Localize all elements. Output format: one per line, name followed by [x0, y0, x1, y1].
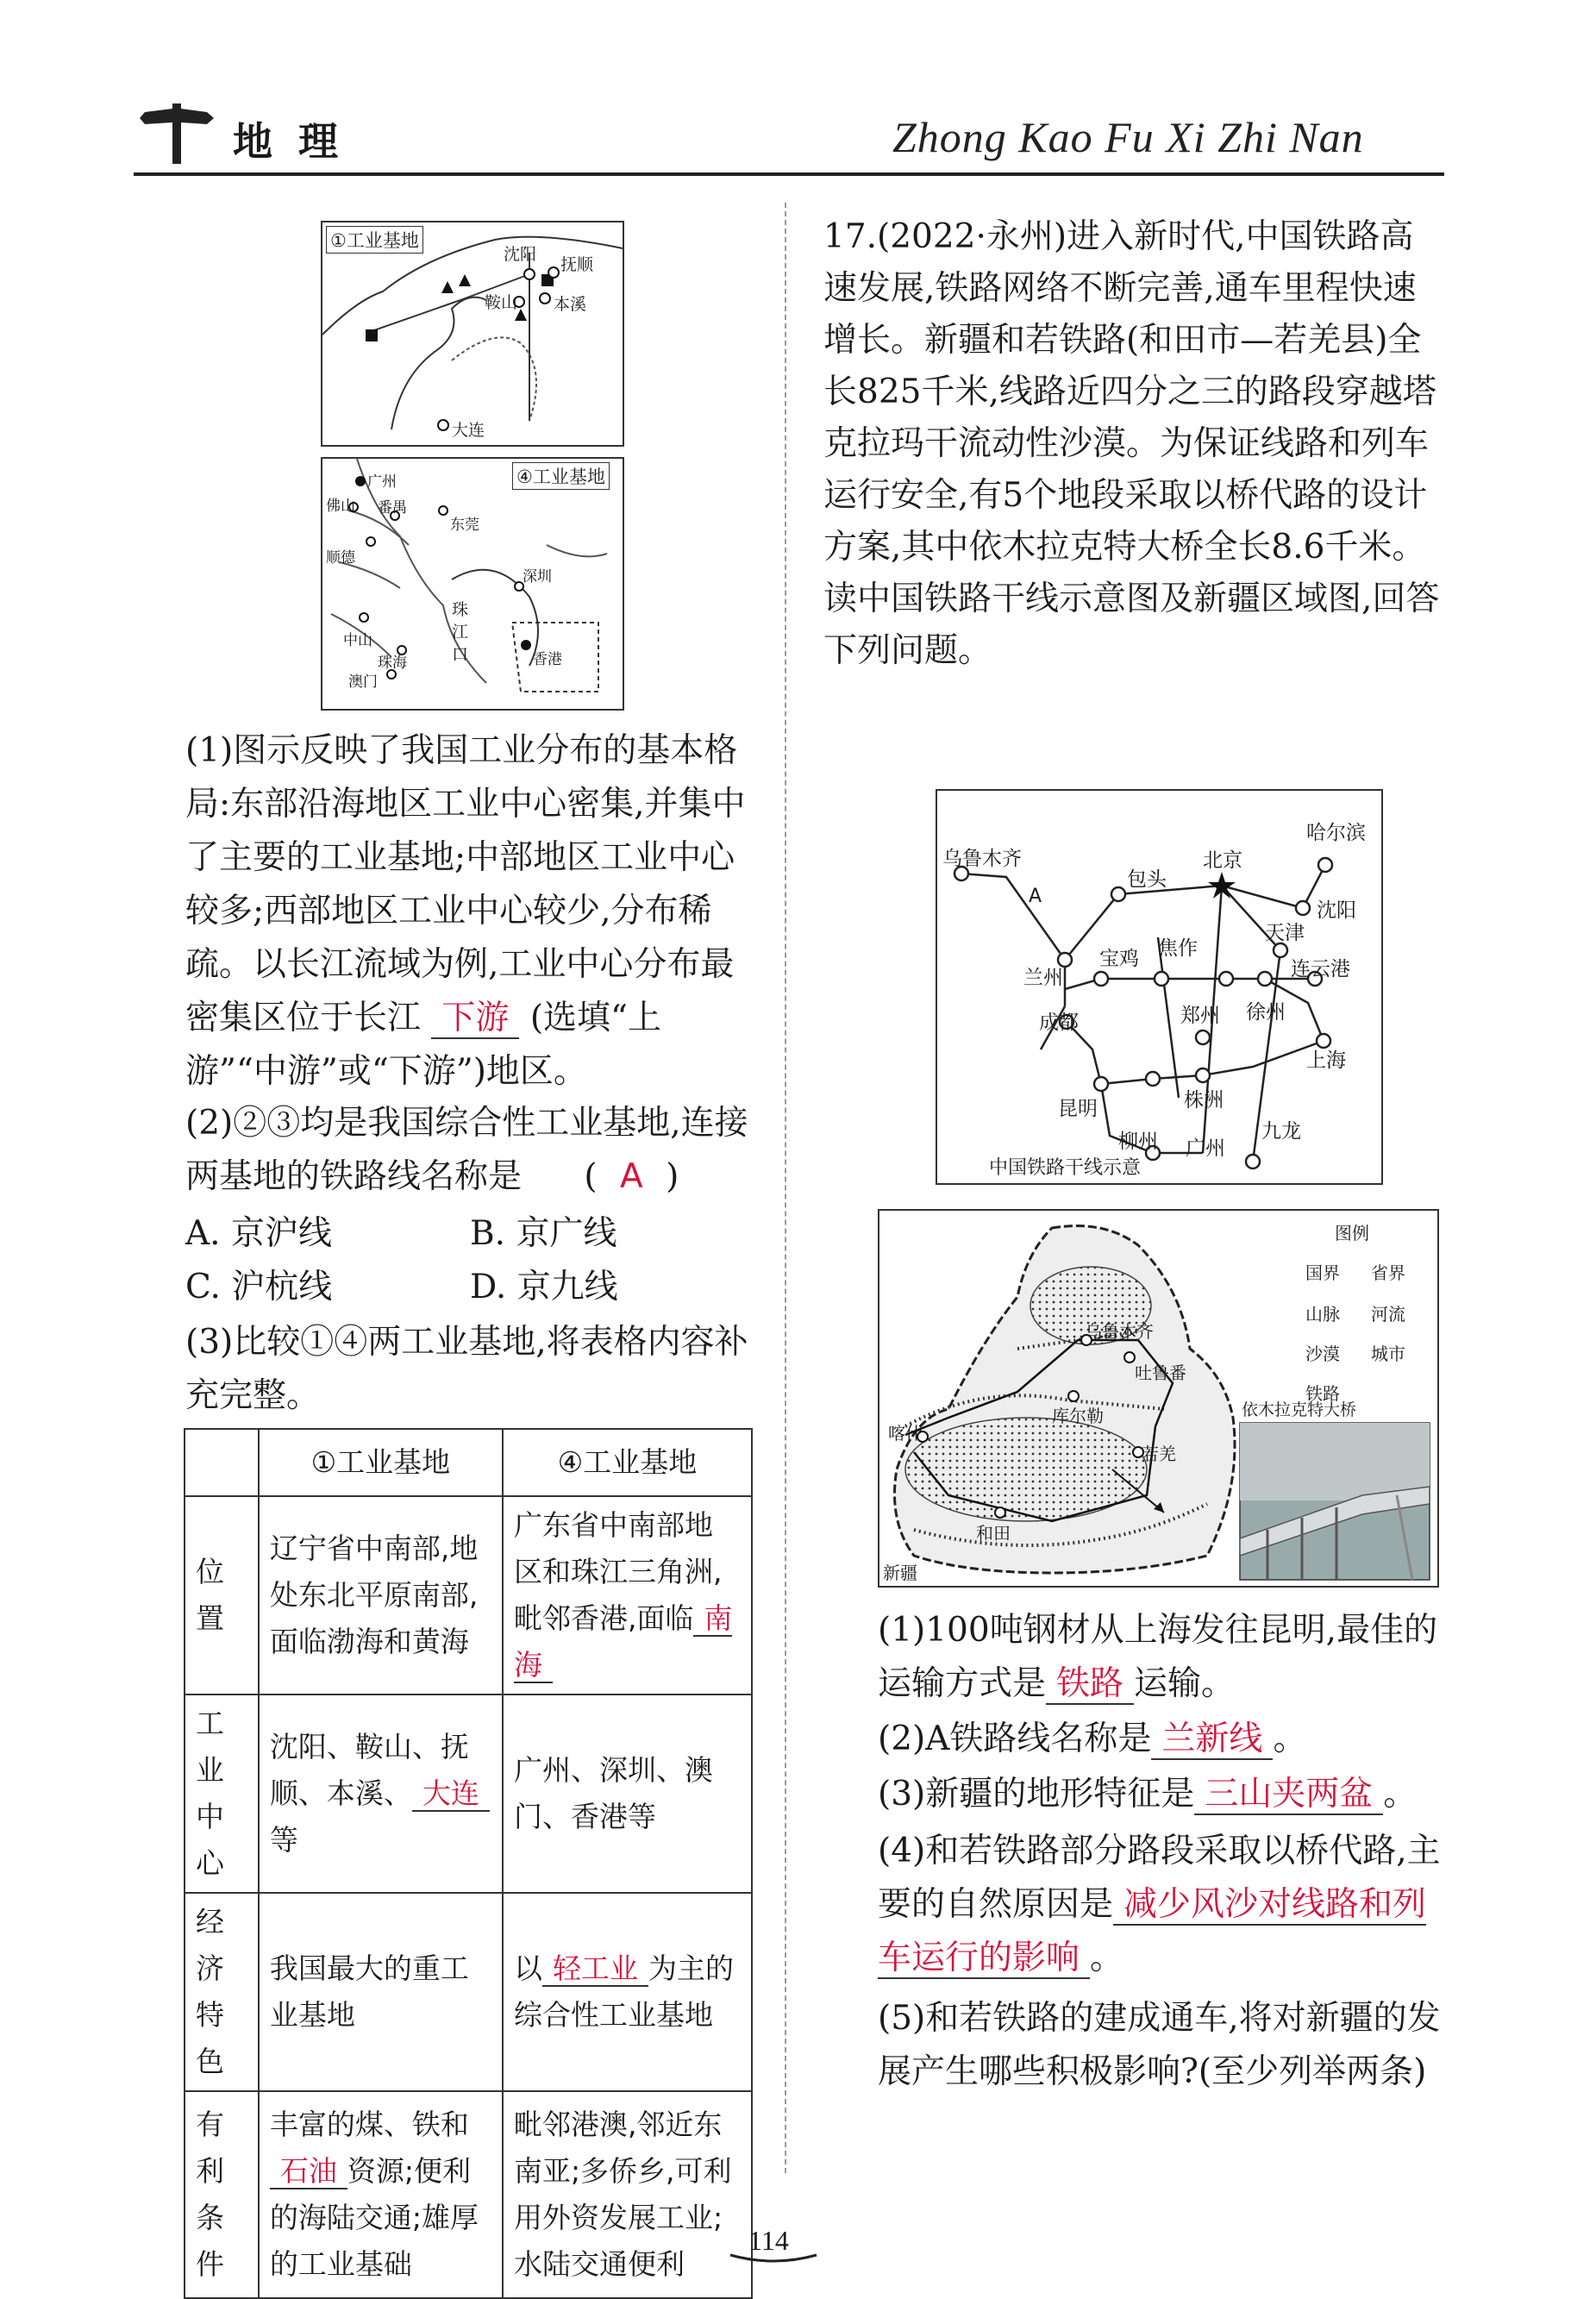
map4-city-zhuhai: 珠海 — [378, 655, 407, 672]
legend-provincial-border: 省界 — [1371, 1262, 1405, 1283]
q1-text-b: (选填“上游”“中游”或“下游”)地区。 — [185, 999, 661, 1091]
q2-paren-close: ) — [666, 1157, 679, 1196]
centers-base4: 广州、深圳、澳门、香港等 — [503, 1694, 752, 1893]
rail-city-baoji: 宝鸡 — [1099, 948, 1139, 970]
map1-city-benxi: 本溪 — [554, 295, 587, 314]
rail-city-kowloon: 九龙 — [1261, 1120, 1301, 1143]
location-base4-text: 广东省中南部地区和珠江三角洲,毗邻香港,面临 — [513, 1508, 723, 1635]
location-base4 — [503, 1496, 752, 1694]
place-xinjiang: 新疆 — [883, 1563, 917, 1583]
map1-city-fushun: 抚顺 — [560, 255, 594, 274]
map4-city-dongguan: 东莞 — [450, 517, 479, 534]
map4-city-foshan: 佛山 — [326, 498, 355, 515]
centers-base1-answer: 大连 — [412, 1776, 490, 1812]
subject-title: 地理 — [233, 118, 364, 165]
q2-paren-open: ( — [584, 1157, 598, 1196]
rail-city-liuzhou: 柳州 — [1118, 1131, 1158, 1153]
row-label-centers: 工业中心 — [185, 1694, 259, 1893]
rail-city-zhuzhou: 株洲 — [1184, 1089, 1224, 1112]
rail-city-baotou: 包头 — [1127, 868, 1167, 891]
economy-base4-text: 以 — [513, 1951, 542, 1985]
series-title: Zhong Kao Fu Xi Zhi Nan — [892, 113, 1364, 161]
map4-city-shunde: 顺德 — [326, 549, 355, 567]
map4-city-shenzhen: 深圳 — [523, 568, 552, 586]
sub-q4-answer: 减少风沙对线路和列车运行的影响 — [878, 1885, 1427, 1977]
question-1 — [185, 724, 754, 1099]
map4-water-2: 江 — [452, 623, 469, 642]
q2-answer: A — [620, 1157, 643, 1196]
map-industrial-base-1 — [321, 221, 624, 447]
rail-city-harbin: 哈尔滨 — [1306, 822, 1366, 844]
place-ruoqiang: 若羌 — [1142, 1444, 1176, 1464]
china-rail-map — [936, 789, 1383, 1185]
conditions-base4: 毗邻港澳,邻近东南亚;多侨乡,可利用外资发展工业;水陆交通便利 — [503, 2091, 752, 2298]
q1-answer: 下游 — [431, 999, 519, 1039]
table-header-base4: ④工业基地 — [503, 1429, 752, 1496]
map1-label: ①工业基地 — [326, 226, 423, 254]
map4-city-zhongshan: 中山 — [343, 632, 372, 649]
map1-city-shenyang: 沈阳 — [504, 245, 537, 264]
legend-railway: 铁路 — [1305, 1383, 1340, 1404]
sub-question-1 — [878, 1604, 1447, 1711]
economy-base4 — [503, 1893, 752, 2091]
conditions-base1-answer: 石油 — [270, 2154, 347, 2189]
map4-label: ④工业基地 — [512, 462, 610, 490]
sub-q2-answer: 兰新线 — [1151, 1720, 1273, 1760]
map4-city-hongkong: 香港 — [533, 651, 562, 668]
question-2 — [185, 1097, 754, 1204]
place-hotan: 和田 — [976, 1523, 1011, 1544]
sub-q1-post: 运输。 — [1134, 1664, 1236, 1703]
column-divider — [785, 203, 786, 2173]
rail-map-caption: 中国铁路干线示意 — [989, 1157, 1142, 1179]
map4-city-macau: 澳门 — [348, 673, 378, 691]
legend-title: 图例 — [1335, 1223, 1369, 1243]
map-industrial-base-4 — [321, 457, 624, 711]
table-row — [185, 2091, 752, 2298]
q1-text-a: (1)图示反映了我国工业分布的基本格局:东部沿海地区工业中心密集,并集中了主要的工业基地;中部地区工业中心较多;西部地区工业中心较少,分布稀疏。以长江流域为例,工业中心分布最密集区位于长江 — [185, 731, 746, 1037]
legend-national-border: 国界 — [1305, 1262, 1340, 1283]
economy-base1: 我国最大的重工业基地 — [259, 1893, 503, 2091]
q2-option-a: A. 京沪线 — [185, 1214, 332, 1253]
map4-city-panyu: 番禺 — [378, 499, 407, 517]
signpost-icon — [138, 97, 216, 166]
legend-river: 河流 — [1371, 1304, 1405, 1325]
rail-city-lanzhou: 兰州 — [1023, 967, 1063, 989]
table-header-blank — [185, 1429, 259, 1496]
rail-city-guangzhou: 广州 — [1186, 1137, 1225, 1160]
question-3: (3)比较①④两工业基地,将表格内容补充完整。 — [185, 1323, 748, 1415]
rail-city-xuzhou: 徐州 — [1246, 1001, 1286, 1024]
sub-q3-post: 。 — [1383, 1775, 1418, 1814]
economy-base4-answer: 轻工业 — [542, 1951, 648, 1987]
comparison-table — [184, 1428, 753, 2299]
row-label-location: 位置 — [185, 1496, 259, 1694]
conditions-base1-post: 资源;便利的海陆交通;雄厚的工业基础 — [269, 2154, 479, 2281]
map4-water-1: 珠 — [452, 600, 469, 619]
location-base4-answer: 南海 — [513, 1601, 733, 1682]
legend-desert: 沙漠 — [1305, 1344, 1340, 1364]
sub-q4-post: 。 — [1090, 1939, 1124, 1977]
q2-option-b: B. 京广线 — [470, 1214, 617, 1253]
legend-mountain: 山脉 — [1305, 1304, 1340, 1325]
centers-base1-post: 等 — [269, 1823, 298, 1857]
row-label-conditions: 有利条件 — [185, 2091, 259, 2298]
q2-text: (2)②③均是我国综合性工业基地,连接两基地的铁路线名称是 — [185, 1104, 748, 1196]
table-row — [185, 1694, 752, 1893]
rail-city-shenyang: 沈阳 — [1317, 899, 1356, 922]
conditions-base1 — [259, 2091, 503, 2298]
map4-city-guangzhou: 广州 — [367, 473, 397, 491]
table-header-row — [185, 1429, 752, 1496]
location-base1: 辽宁省中南部,地处东北平原南部,面临渤海和黄海 — [259, 1496, 503, 1694]
rail-city-shanghai: 上海 — [1306, 1049, 1346, 1072]
rail-city-kunming: 昆明 — [1058, 1098, 1098, 1120]
sub-q3-answer: 三山夹两盆 — [1194, 1775, 1383, 1815]
map4-water-3: 口 — [452, 645, 469, 664]
place-turpan: 吐鲁番 — [1135, 1362, 1186, 1383]
sub-question-4 — [878, 1825, 1447, 1985]
table-header-base1: ①工业基地 — [259, 1429, 503, 1496]
rail-city-chengdu: 成都 — [1039, 1012, 1079, 1034]
place-korla: 库尔勒 — [1052, 1406, 1104, 1426]
economy-base4-post: 为主的综合性工业基地 — [513, 1951, 734, 2032]
page-number: 114 — [748, 2225, 789, 2256]
centers-base1-text: 沈阳、鞍山、抚顺、本溪、 — [269, 1730, 469, 1810]
place-urumqi: 乌鲁木齐 — [1085, 1321, 1154, 1342]
place-kashgar: 喀什 — [888, 1423, 923, 1444]
row-label-economy: 经济特色 — [185, 1893, 259, 2091]
sub-question-5: (5)和若铁路的建成通车,将对新疆的发展产生哪些积极影响?(至少列举两条) — [878, 1999, 1441, 2091]
conditions-base1-text: 丰富的煤、铁和 — [269, 2108, 469, 2141]
xinjiang-map — [878, 1209, 1439, 1588]
question-17: 17.(2022·永州)进入新时代,中国铁路高速发展,铁路网络不断完善,通车里程快速增长。新疆和若铁路(和田市—若羌县)全长825千米,线路近四分之三的路段穿越塔克拉玛干流动性沙漠。为保证线路和列车运行安全,有5个地段采取以桥代路的设计方案,其中依木拉克特大桥全长8.6千米。读中国铁路干线示意图及新疆区域图,回答下列问题。 — [823, 217, 1440, 670]
table-row — [185, 1893, 752, 2091]
rail-city-urumqi: 乌鲁木齐 — [942, 848, 1022, 870]
rail-line-a: A — [1029, 886, 1042, 907]
sub-q4-text: (4)和若铁路部分路段采取以桥代路,主要的自然原因是 — [878, 1832, 1441, 1924]
sub-q2-text: (2)A铁路线名称是 — [878, 1720, 1152, 1758]
bridge-photo-caption: 依木拉克特大桥 — [1242, 1400, 1357, 1419]
sub-q2-post: 。 — [1273, 1720, 1307, 1758]
rail-city-beijing: 北京 — [1203, 849, 1242, 872]
sub-question-2 — [878, 1713, 1447, 1766]
rail-city-lianyungang: 连云港 — [1291, 958, 1350, 980]
table-row — [185, 1496, 752, 1694]
rail-city-zhengzhou: 郑州 — [1180, 1005, 1220, 1027]
sub-q3-text: (3)新疆的地形特征是 — [878, 1775, 1195, 1814]
header-rule — [134, 172, 1444, 176]
q2-option-c: C. 沪杭线 — [185, 1268, 333, 1306]
sub-question-3 — [878, 1768, 1447, 1821]
sub-q1-answer: 铁路 — [1046, 1664, 1134, 1705]
q2-option-d: D. 京九线 — [470, 1268, 618, 1306]
sub-q1-text: (1)100吨钢材从上海发往昆明,最佳的运输方式是 — [878, 1611, 1438, 1703]
legend-city: 城市 — [1371, 1344, 1405, 1364]
rail-city-jiaozuo: 焦作 — [1158, 937, 1198, 960]
map1-city-anshan: 鞍山 — [485, 293, 518, 312]
rail-city-tianjin: 天津 — [1265, 922, 1305, 944]
centers-base1 — [259, 1694, 503, 1893]
map1-city-dalian: 大连 — [452, 421, 485, 440]
